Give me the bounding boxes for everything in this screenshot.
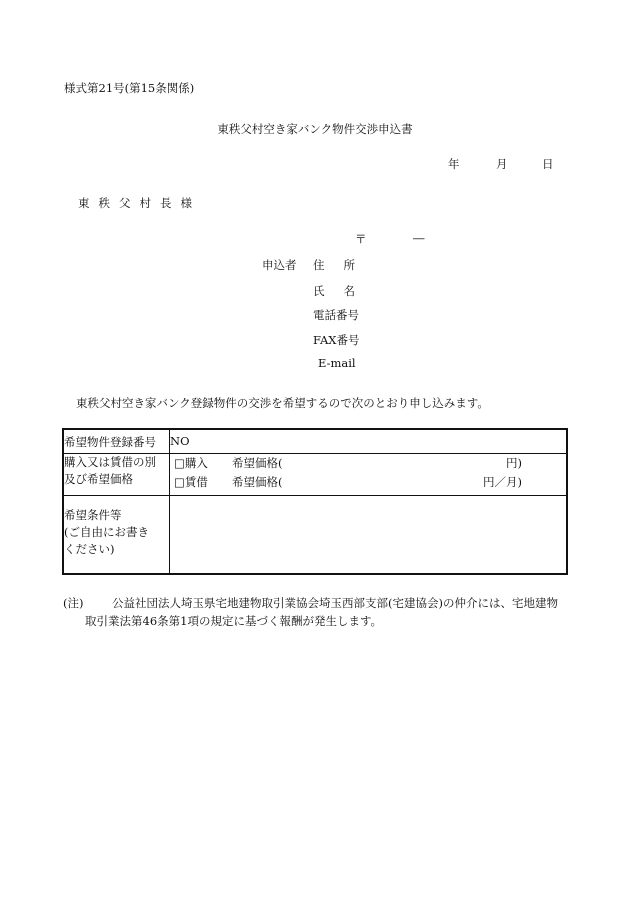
price-options-cell — [170, 454, 568, 496]
property-number-field[interactable] — [170, 429, 568, 454]
purchase-line — [170, 454, 566, 473]
postal-code-dash: ― — [413, 231, 425, 245]
purchase-or-rent-label-line1: 購入又は賃借の別 — [64, 455, 156, 469]
purchase-or-rent-label-line2: 及び希望価格 — [64, 472, 133, 486]
rent-line — [170, 473, 566, 492]
property-number-label — [63, 429, 170, 454]
rent-price-unit: 円／月) — [483, 475, 522, 489]
postal-mark: 〒 — [355, 232, 367, 246]
date-month-label: 月 — [496, 157, 508, 171]
table-row — [63, 454, 567, 496]
address-label: 住所 — [313, 258, 374, 272]
date-year-label: 年 — [448, 157, 460, 171]
table-row — [63, 429, 567, 454]
property-number-prefix: NO — [170, 434, 190, 448]
addressee: 東秩父村長様 — [78, 196, 201, 210]
note-line-2: 取引業法第46条第1項の規定に基づく報酬が発生します。 — [85, 614, 383, 628]
note-line-1: 公益社団法人埼玉県宅地建物取引業協会埼玉西部支部(宅建協会)の仲介には、宅地建物 — [112, 596, 558, 610]
name-label: 氏名 — [313, 284, 374, 298]
phone-label: 電話番号 — [313, 308, 359, 322]
date-day-label: 日 — [542, 157, 554, 171]
table-row — [63, 496, 567, 575]
intro-text: 東秩父村空き家バンク登録物件の交渉を希望するので次のとおり申し込みます。 — [76, 396, 489, 410]
desired-conditions-label-line1: 希望条件等 — [64, 508, 122, 522]
fax-label: FAX番号 — [313, 333, 360, 347]
request-table — [62, 428, 568, 575]
desired-conditions-label — [63, 496, 170, 575]
desired-conditions-label-line3: ください) — [64, 542, 115, 556]
email-label: E-mail — [318, 356, 356, 370]
document-title: 東秩父村空き家バンク物件交渉申込書 — [217, 122, 413, 136]
purchase-price-unit: 円) — [506, 456, 522, 470]
purchase-or-rent-label — [63, 454, 170, 496]
purchase-price-label: 希望価格( — [232, 456, 283, 470]
property-number-label-text: 希望物件登録番号 — [64, 435, 156, 449]
form-number: 様式第21号(第15条関係) — [64, 81, 195, 95]
rent-price-label: 希望価格( — [232, 475, 283, 489]
purchase-checkbox[interactable]: □購入 — [174, 456, 208, 470]
rent-checkbox[interactable]: □賃借 — [174, 475, 208, 489]
applicant-group-label: 申込者 — [262, 258, 297, 272]
desired-conditions-label-line2: (ご自由にお書き — [64, 525, 149, 539]
note-mark: (注) — [63, 596, 84, 610]
desired-conditions-field[interactable] — [170, 496, 568, 575]
